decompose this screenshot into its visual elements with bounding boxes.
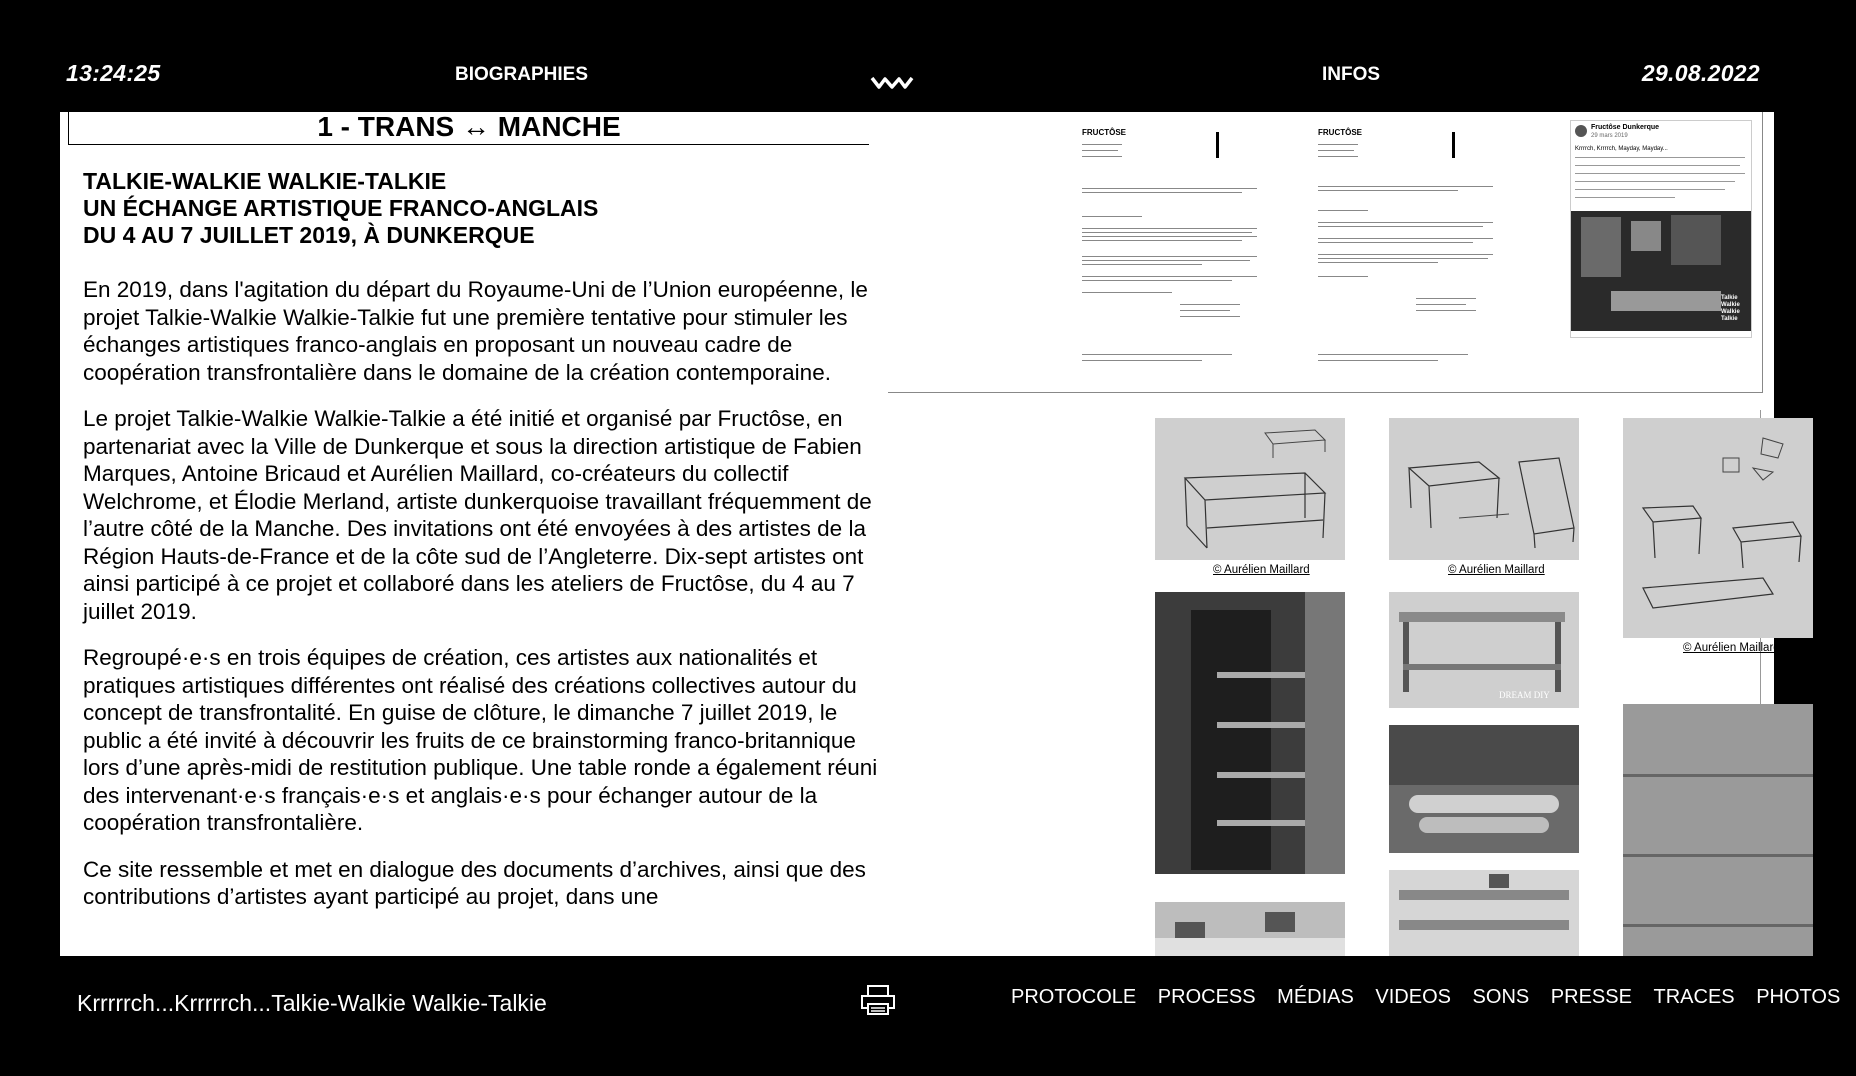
nav-videos[interactable]: VIDEOS	[1375, 986, 1451, 1008]
text-line	[1575, 165, 1740, 166]
sketch-image[interactable]	[1623, 418, 1813, 638]
heading-line: DU 4 AU 7 JUILLET 2019, À DUNKERQUE	[83, 222, 535, 248]
letter-document[interactable]	[1316, 128, 1496, 368]
nav-biographies[interactable]: BIOGRAPHIES	[455, 64, 589, 85]
wood-seam	[1623, 924, 1813, 927]
table-leg	[1555, 622, 1561, 692]
nav-infos[interactable]: INFOS	[1322, 64, 1381, 85]
letter-mark	[1216, 132, 1219, 158]
log-bench-photo[interactable]	[1389, 725, 1579, 853]
text-line	[1082, 280, 1232, 281]
archive-documents	[888, 112, 1763, 393]
table-top	[1399, 612, 1565, 622]
fb-page-name: Fructôse Dunkerque	[1591, 124, 1660, 131]
nav-photos[interactable]: PHOTOS	[1756, 986, 1841, 1008]
sketch-image[interactable]	[1389, 418, 1579, 560]
shelf-board	[1217, 722, 1307, 728]
text-line	[1318, 226, 1483, 227]
letter-mark	[1452, 132, 1455, 158]
text-line	[1318, 258, 1488, 259]
text-line	[1082, 264, 1202, 265]
paragraph: Regroupé·e·s en trois équipes de création, ces artistes aux nationalités et pratiques artistiques différentes ont réalisé des créations collectives autour du concept de transfrontalité. En guise de clôture, le dimanche 7 juillet 2019, le public a été invité à découvrir les fruits de ce brainstorming franco-britannique lors d’une après-midi de restitution publique. Une table ronde a également réuni des intervenant·e·s français·e·s et anglais·e·s pour échanger autour de la coopération transfrontalière.	[83, 645, 878, 835]
desk-row	[1399, 920, 1569, 930]
gallery-column	[888, 112, 1780, 956]
nav-sons[interactable]: SONS	[1472, 986, 1530, 1008]
top-bar	[0, 0, 1832, 112]
log-shape	[1419, 817, 1549, 833]
text-line	[1082, 232, 1252, 233]
text-line	[1318, 210, 1368, 211]
text-line	[1318, 186, 1493, 187]
text-line	[1082, 276, 1257, 277]
office-render[interactable]	[1155, 902, 1345, 956]
article-body	[83, 276, 891, 930]
letter-document[interactable]	[1080, 128, 1260, 368]
text-line	[1318, 276, 1368, 277]
text-line	[1318, 144, 1358, 145]
text-line	[1318, 262, 1438, 263]
text-line	[1318, 354, 1468, 355]
wood-seam	[1623, 774, 1813, 777]
text-line	[1082, 292, 1172, 293]
bottom-bar	[0, 956, 1841, 1076]
sketch-image[interactable]	[1155, 418, 1345, 560]
sketch-drawing	[1389, 418, 1579, 560]
heading-line: TALKIE-WALKIE WALKIE-TALKIE	[83, 168, 447, 194]
sketch-drawing	[1155, 418, 1345, 560]
text-line	[1575, 197, 1675, 198]
nav-presse[interactable]: PRESSE	[1550, 986, 1632, 1008]
text-line	[1082, 228, 1257, 229]
text-line	[1082, 354, 1232, 355]
text-line	[1575, 173, 1745, 174]
text-line	[1416, 310, 1476, 311]
printer-icon[interactable]	[860, 984, 896, 1016]
text-line	[1082, 240, 1242, 241]
table-shape	[1611, 291, 1721, 311]
text-line	[1318, 190, 1458, 191]
shelf-board	[1217, 772, 1307, 778]
wave-logo-icon[interactable]	[870, 72, 914, 92]
wood-seam	[1623, 854, 1813, 857]
text-line	[1082, 192, 1242, 193]
text-line	[1180, 316, 1240, 317]
text-line	[1318, 150, 1354, 151]
cabinet-shape	[1489, 874, 1509, 888]
table-leg	[1403, 622, 1409, 692]
site-title[interactable]: Krrrrrch...Krrrrrch...Talkie-Walkie Walkie-Talkie	[77, 990, 547, 1016]
sketch-drawing	[1623, 418, 1813, 638]
text-line	[1082, 156, 1122, 157]
text-column	[60, 112, 890, 956]
text-line	[1318, 238, 1493, 239]
fb-date: 29 mars 2019	[1591, 133, 1628, 139]
window-shape	[1631, 221, 1661, 251]
letter-logo: FRUCTÔSE	[1318, 128, 1362, 137]
text-line	[1575, 181, 1735, 182]
table-photo[interactable]	[1389, 592, 1579, 708]
bottom-nav	[1011, 986, 1841, 1016]
paragraph: Le projet Talkie-Walkie Walkie-Talkie a été initié et organisé par Fructôse, en partenariat avec la Ville de Dunkerque et sous la direction artistique de Fabien Marques, Antoine Bricaud et Aurélien Maillard, co-créateurs du collectif Welchrome, et Élodie Merland, artiste dunkerquoise travaillant fréquemment de l’autre côté de la Manche. Des invitations ont été envoyées à des artistes de la Région Hauts-de-France et de la côte sud de l’Angleterre. Dix-sept artistes ont ainsi participé à ce projet et collaboré dans les ateliers de Fructôse, du 4 au 7 juillet 2019.	[83, 406, 872, 624]
shelf-board	[1217, 672, 1307, 678]
page-avatar	[1575, 125, 1587, 137]
text-line	[1318, 222, 1493, 223]
text-line	[1082, 360, 1202, 361]
log-shape	[1409, 795, 1559, 813]
text-line	[1575, 189, 1725, 190]
table-shelf	[1403, 664, 1561, 670]
watermark: DREAM DIY	[1499, 690, 1550, 700]
photo-credit[interactable]: © Aurélien Maillard	[1683, 642, 1780, 654]
shelf-body	[1191, 610, 1271, 870]
wall	[1305, 592, 1345, 874]
text-line	[1416, 298, 1476, 299]
text-line	[1082, 260, 1250, 261]
nav-protocole[interactable]: PROTOCOLE	[1011, 986, 1137, 1008]
main-panel	[60, 111, 1780, 956]
office-desks-render[interactable]	[1389, 870, 1579, 956]
text-line	[1082, 144, 1122, 145]
paragraph: En 2019, dans l'agitation du départ du Royaume-Uni de l’Union européenne, le projet Talkie-Walkie Walkie-Talkie fut une première tentative pour stimuler les échanges artistiques franco-anglais en proposant un nouveau cadre de coopération transfrontalière dans le domaine de la création contemporaine.	[83, 277, 868, 385]
photo-credit[interactable]: © Aurélien Maillard	[1448, 564, 1545, 576]
fb-photo-label: Talkie Walkie Walkie Talkie	[1721, 295, 1740, 322]
text-line	[1082, 236, 1257, 237]
photo-credit[interactable]: © Aurélien Maillard	[1213, 564, 1310, 576]
desk-shape	[1155, 938, 1345, 956]
heading-line: UN ÉCHANGE ARTISTIQUE FRANCO-ANGLAIS	[83, 195, 599, 221]
text-line	[1318, 156, 1358, 157]
text-line	[1082, 256, 1257, 257]
window-shape	[1581, 217, 1621, 277]
letter-logo: FRUCTÔSE	[1082, 128, 1126, 137]
nav-process[interactable]: PROCESS	[1157, 986, 1256, 1008]
text-line	[1318, 254, 1493, 255]
shelf-photo[interactable]	[1155, 592, 1345, 874]
paragraph: Ce site ressemble et met en dialogue des documents d’archives, ainsi que des contributions d’artistes ayant participé au projet, dans une	[83, 856, 866, 909]
fb-photo	[1571, 211, 1751, 331]
text-line	[1082, 188, 1257, 189]
article-heading	[83, 168, 863, 249]
clock: 13:24:25	[66, 60, 161, 86]
text-line	[1180, 310, 1230, 311]
text-line	[1318, 360, 1438, 361]
fb-text: Krrrrch, Krrrrch, Mayday, Mayday...	[1575, 146, 1668, 152]
text-line	[1318, 242, 1473, 243]
chair-shape	[1265, 912, 1295, 932]
section-title: 1 - TRANS ↔ MANCHE	[68, 112, 869, 145]
cabin-wall	[1389, 725, 1579, 785]
text-line	[1416, 304, 1466, 305]
wood-texture-photo[interactable]	[1623, 704, 1813, 956]
date: 29.08.2022	[1641, 60, 1760, 86]
nav-medias[interactable]: MÉDIAS	[1277, 986, 1354, 1008]
text-line	[1082, 216, 1142, 217]
facebook-post[interactable]	[1570, 120, 1752, 338]
text-line	[1082, 150, 1118, 151]
desk-row	[1399, 890, 1569, 900]
nav-traces[interactable]: TRACES	[1653, 986, 1735, 1008]
shelf-board	[1217, 820, 1307, 826]
text-line	[1180, 304, 1240, 305]
text-line	[1575, 157, 1745, 158]
window-shape	[1671, 215, 1721, 265]
